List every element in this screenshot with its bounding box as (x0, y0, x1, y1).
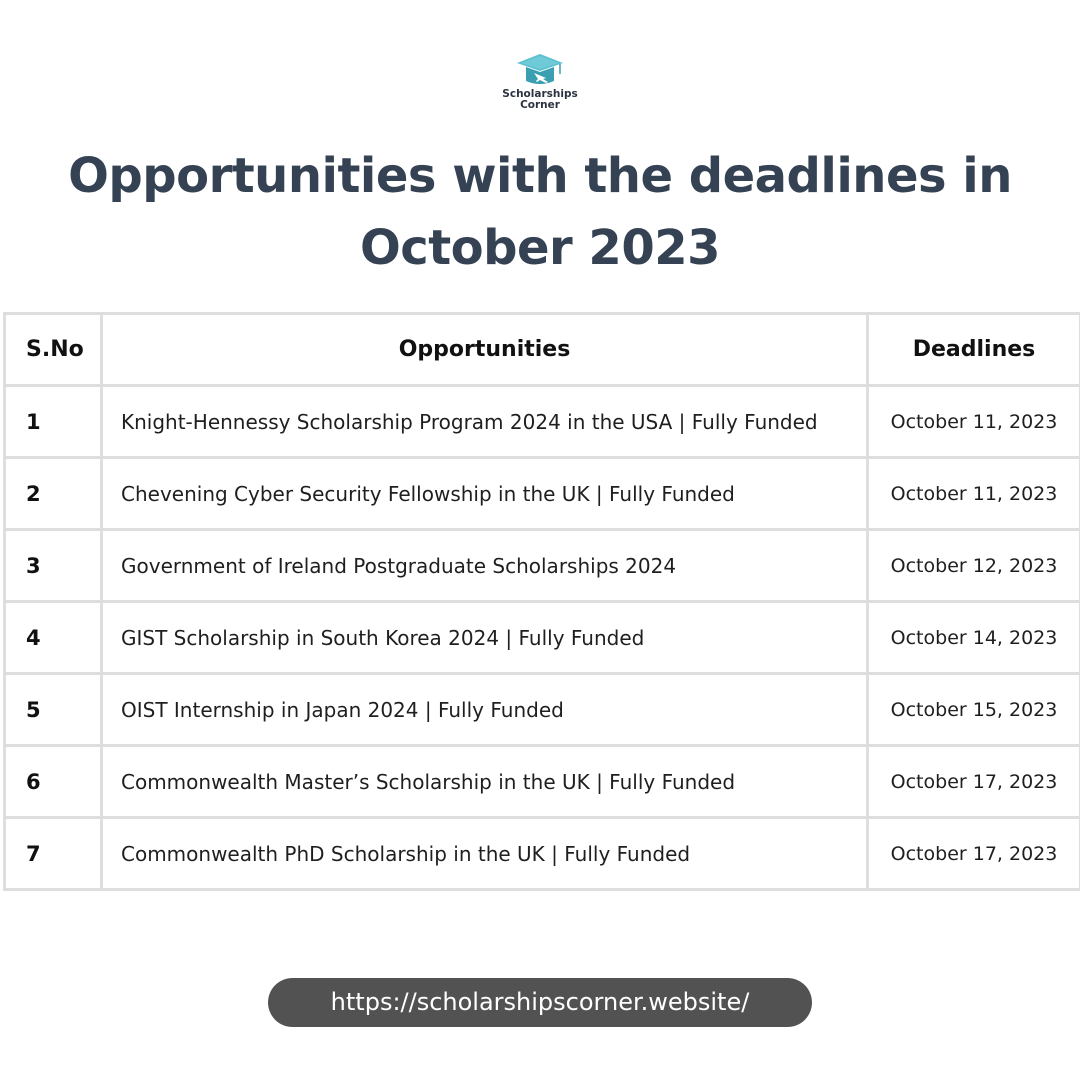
row-opportunity: Chevening Cyber Security Fellowship in the UK | Fully Funded (102, 458, 868, 530)
row-deadline: October 14, 2023 (868, 602, 1080, 674)
header-sno: S.No (5, 314, 102, 386)
table-row (5, 674, 1080, 746)
page-title-line1: Opportunities with the deadlines in (68, 148, 1012, 204)
table-row (5, 458, 1080, 530)
row-sno: 1 (5, 386, 102, 458)
row-deadline: October 11, 2023 (868, 458, 1080, 530)
row-sno: 4 (5, 602, 102, 674)
brand-name-line1: Scholarships (502, 88, 578, 100)
table-header-row (5, 314, 1080, 386)
table-row (5, 818, 1080, 890)
table-row (5, 530, 1080, 602)
row-opportunity: GIST Scholarship in South Korea 2024 | Fully Funded (102, 602, 868, 674)
row-opportunity: Commonwealth Master’s Scholarship in the UK | Fully Funded (102, 746, 868, 818)
table-row (5, 602, 1080, 674)
row-sno: 2 (5, 458, 102, 530)
opportunities-table-container (3, 312, 1079, 891)
row-deadline: October 11, 2023 (868, 386, 1080, 458)
row-deadline: October 17, 2023 (868, 818, 1080, 890)
header-deadlines: Deadlines (868, 314, 1080, 386)
row-sno: 3 (5, 530, 102, 602)
row-sno: 6 (5, 746, 102, 818)
page-title-line2: October 2023 (359, 220, 721, 276)
header-opportunities: Opportunities (102, 314, 868, 386)
row-sno: 7 (5, 818, 102, 890)
row-deadline: October 12, 2023 (868, 530, 1080, 602)
table-row (5, 746, 1080, 818)
website-url-link[interactable]: https://scholarshipscorner.website/ (268, 978, 812, 1027)
opportunities-table (3, 312, 1080, 891)
brand-name-line2: Corner (520, 99, 560, 111)
row-deadline: October 17, 2023 (868, 746, 1080, 818)
row-opportunity: Government of Ireland Postgraduate Scholarships 2024 (102, 530, 868, 602)
graduation-cap-icon (515, 52, 565, 88)
row-deadline: October 15, 2023 (868, 674, 1080, 746)
row-sno: 5 (5, 674, 102, 746)
brand-logo (490, 52, 590, 110)
row-opportunity: OIST Internship in Japan 2024 | Fully Funded (102, 674, 868, 746)
row-opportunity: Knight-Hennessy Scholarship Program 2024 in the USA | Fully Funded (102, 386, 868, 458)
page-title (0, 140, 1080, 284)
table-row (5, 386, 1080, 458)
row-opportunity: Commonwealth PhD Scholarship in the UK | Fully Funded (102, 818, 868, 890)
